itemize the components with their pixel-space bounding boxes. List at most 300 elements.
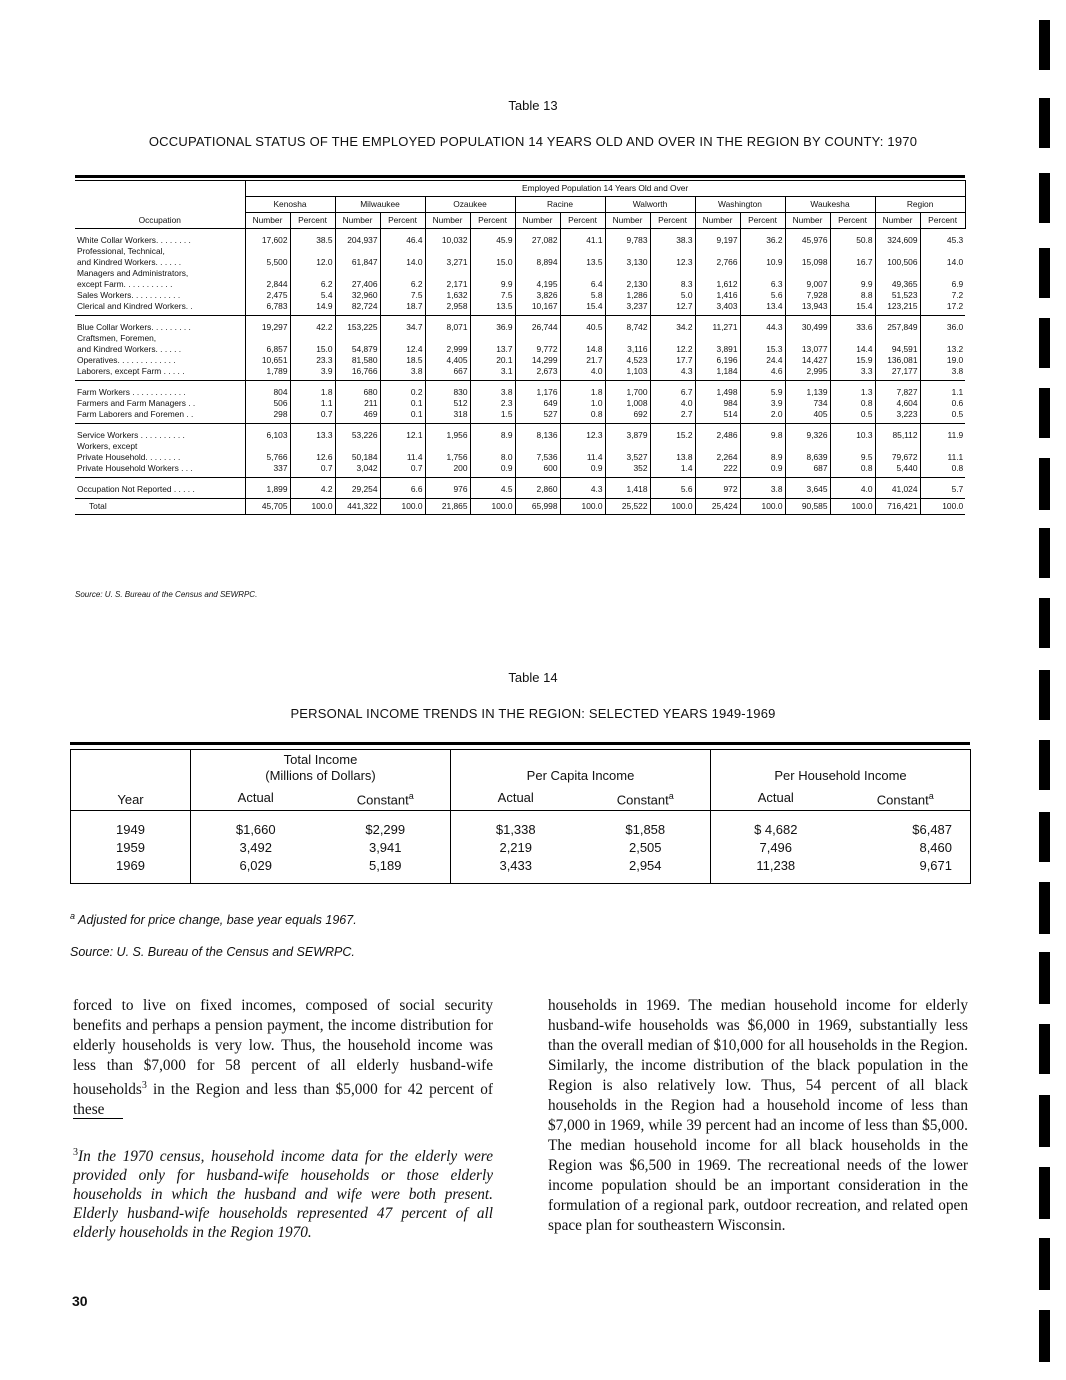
year-cell: 1949 bbox=[71, 821, 191, 839]
row-label: Occupation Not Reported . . . . . bbox=[75, 478, 245, 499]
number-subheader: Number bbox=[245, 213, 290, 229]
number-cell bbox=[695, 268, 740, 279]
year-cell: 1969 bbox=[71, 857, 191, 884]
number-cell: 4,604 bbox=[875, 398, 920, 409]
number-cell: 8,136 bbox=[515, 424, 560, 442]
percent-cell: 10.9 bbox=[740, 257, 785, 268]
number-cell: 14,427 bbox=[785, 355, 830, 366]
number-cell bbox=[425, 268, 470, 279]
percent-cell: 17.7 bbox=[650, 355, 695, 366]
percent-cell: 2.3 bbox=[470, 398, 515, 409]
number-cell: 352 bbox=[605, 463, 650, 478]
percent-cell: 5.6 bbox=[740, 290, 785, 301]
edge-mark bbox=[1039, 528, 1050, 578]
percent-cell bbox=[470, 333, 515, 344]
edge-mark bbox=[1039, 1310, 1050, 1362]
table-row bbox=[75, 246, 965, 257]
number-cell: 2,264 bbox=[695, 452, 740, 463]
number-cell: 90,585 bbox=[785, 499, 830, 515]
percent-cell: 1.8 bbox=[290, 381, 335, 399]
percent-cell: 50.8 bbox=[830, 229, 875, 247]
number-cell: 10,032 bbox=[425, 229, 470, 247]
number-cell: 3,527 bbox=[605, 452, 650, 463]
number-cell: 3,130 bbox=[605, 257, 650, 268]
number-cell: 984 bbox=[695, 398, 740, 409]
number-cell bbox=[605, 441, 650, 452]
number-cell: 1,184 bbox=[695, 366, 740, 381]
pc-constant-cell: 2,954 bbox=[581, 857, 711, 884]
edge-mark bbox=[1039, 1024, 1050, 1074]
percent-cell: 1.1 bbox=[290, 398, 335, 409]
pc-constant-cell: $1,858 bbox=[625, 822, 666, 838]
percent-cell bbox=[380, 441, 425, 452]
number-cell: 27,082 bbox=[515, 229, 560, 247]
percent-cell: 9.5 bbox=[830, 452, 875, 463]
number-cell bbox=[425, 246, 470, 257]
number-cell: 14,299 bbox=[515, 355, 560, 366]
percent-cell: 13.8 bbox=[650, 452, 695, 463]
footnote-rule bbox=[73, 1118, 123, 1119]
table13-body bbox=[75, 229, 965, 515]
table-row bbox=[75, 355, 965, 366]
table13-grid bbox=[75, 180, 966, 515]
percent-subheader: Percent bbox=[920, 213, 965, 229]
percent-cell: 4.0 bbox=[560, 366, 605, 381]
percent-cell: 13.7 bbox=[470, 344, 515, 355]
number-subheader: Number bbox=[515, 213, 560, 229]
percent-cell: 100.0 bbox=[650, 499, 695, 515]
number-cell: 2,475 bbox=[245, 290, 290, 301]
number-cell: 2,844 bbox=[245, 279, 290, 290]
year-cell: 1959 bbox=[71, 839, 191, 857]
percent-cell: 21.7 bbox=[560, 355, 605, 366]
number-cell bbox=[875, 268, 920, 279]
edge-mark bbox=[1039, 248, 1050, 298]
table-row bbox=[75, 398, 965, 409]
percent-cell: 2.7 bbox=[650, 409, 695, 424]
number-cell: 1,418 bbox=[605, 478, 650, 499]
number-cell: 5,500 bbox=[245, 257, 290, 268]
percent-cell: 12.1 bbox=[380, 424, 425, 442]
row-label: Operatives. . . . . . . . . . . . . bbox=[77, 355, 176, 365]
percent-cell bbox=[470, 268, 515, 279]
percent-cell bbox=[830, 441, 875, 452]
number-cell: 1,139 bbox=[785, 381, 830, 399]
percent-cell: 9.9 bbox=[470, 279, 515, 290]
percent-cell: 8.0 bbox=[470, 452, 515, 463]
edge-mark bbox=[1039, 952, 1050, 1004]
table14-number: Table 14 bbox=[508, 670, 558, 685]
number-cell bbox=[425, 333, 470, 344]
percent-cell: 0.2 bbox=[380, 381, 425, 399]
percent-cell bbox=[650, 268, 695, 279]
percent-cell: 16.7 bbox=[830, 257, 875, 268]
table-row bbox=[75, 499, 965, 515]
row-label: and Kindred Workers. . . . . . bbox=[77, 344, 182, 354]
number-cell: 3,271 bbox=[425, 257, 470, 268]
number-cell: 6,103 bbox=[245, 424, 290, 442]
number-cell: 1,176 bbox=[515, 381, 560, 399]
percent-cell: 3.1 bbox=[470, 366, 515, 381]
number-cell: 2,999 bbox=[425, 344, 470, 355]
number-cell: 680 bbox=[335, 381, 380, 399]
percent-cell: 100.0 bbox=[290, 499, 335, 515]
number-cell bbox=[695, 333, 740, 344]
percent-cell: 6.2 bbox=[290, 279, 335, 290]
number-cell: 94,591 bbox=[875, 344, 920, 355]
table-row bbox=[75, 478, 965, 499]
percent-cell: 100.0 bbox=[380, 499, 425, 515]
number-cell: 514 bbox=[695, 409, 740, 424]
number-cell: 41,024 bbox=[875, 478, 920, 499]
ph-constant-cell: 9,671 bbox=[841, 857, 971, 884]
number-cell: 527 bbox=[515, 409, 560, 424]
table-row bbox=[75, 344, 965, 355]
number-cell bbox=[605, 246, 650, 257]
number-cell: 1,756 bbox=[425, 452, 470, 463]
row-label: Total bbox=[75, 499, 245, 515]
number-cell: 1,612 bbox=[695, 279, 740, 290]
table13-source: Source: U. S. Bureau of the Census and SEWRPC. bbox=[75, 590, 258, 599]
number-cell: 4,195 bbox=[515, 279, 560, 290]
percent-cell: 11.4 bbox=[560, 452, 605, 463]
percent-cell bbox=[560, 246, 605, 257]
number-cell bbox=[875, 441, 920, 452]
edge-mark bbox=[1039, 173, 1050, 223]
number-cell: 26,744 bbox=[515, 316, 560, 334]
number-cell: 3,826 bbox=[515, 290, 560, 301]
number-cell: 16,766 bbox=[335, 366, 380, 381]
number-cell: 8,894 bbox=[515, 257, 560, 268]
percent-cell: 41.1 bbox=[560, 229, 605, 247]
percent-cell: 3.3 bbox=[830, 366, 875, 381]
table-row bbox=[75, 463, 965, 478]
number-cell: 3,879 bbox=[605, 424, 650, 442]
percent-cell bbox=[560, 441, 605, 452]
percent-cell bbox=[830, 246, 875, 257]
percent-cell: 15.4 bbox=[560, 301, 605, 316]
percent-cell: 4.0 bbox=[650, 398, 695, 409]
number-cell bbox=[515, 268, 560, 279]
row-label: Professional, Technical, bbox=[77, 246, 165, 256]
percent-cell: 38.3 bbox=[650, 229, 695, 247]
percent-cell bbox=[650, 333, 695, 344]
table13-number: Table 13 bbox=[508, 98, 558, 113]
number-cell: 100,506 bbox=[875, 257, 920, 268]
number-cell: 51,523 bbox=[875, 290, 920, 301]
number-cell: 5,440 bbox=[875, 463, 920, 478]
pc-actual-header: Actual bbox=[451, 786, 581, 811]
number-cell: 441,322 bbox=[335, 499, 380, 515]
number-cell: 7,536 bbox=[515, 452, 560, 463]
row-label: Private Household Workers . . . bbox=[75, 463, 245, 478]
edge-mark bbox=[1039, 388, 1050, 438]
number-cell: 2,130 bbox=[605, 279, 650, 290]
percent-cell: 34.2 bbox=[650, 316, 695, 334]
number-cell: 469 bbox=[335, 409, 380, 424]
percent-cell: 0.5 bbox=[920, 409, 965, 424]
number-cell: 3,891 bbox=[695, 344, 740, 355]
edge-mark bbox=[1039, 318, 1050, 368]
edge-mark bbox=[1039, 882, 1050, 934]
percent-cell bbox=[380, 333, 425, 344]
percent-cell bbox=[380, 246, 425, 257]
percent-cell: 5.7 bbox=[920, 478, 965, 499]
percent-cell: 0.9 bbox=[740, 463, 785, 478]
table14-note: $^a$ Adjusted for price change, base year equals 1967. bbox=[70, 911, 357, 928]
body-left-column: forced to live on fixed incomes, composed of social security benefits and perhaps a pension payment, the income distribution for elderly households is very low. Thus, the household income was less than $7,000 for 58 percent of all elderly husband-wife households$^3$ in the Region and less than $5,000 for 42 percent of these bbox=[73, 997, 493, 1119]
number-cell: 2,673 bbox=[515, 366, 560, 381]
number-cell: 10,651 bbox=[245, 355, 290, 366]
number-cell: 2,171 bbox=[425, 279, 470, 290]
number-cell: 11,271 bbox=[695, 316, 740, 334]
percent-cell: 0.8 bbox=[920, 463, 965, 478]
percent-cell: 3.8 bbox=[380, 366, 425, 381]
number-cell: 1,700 bbox=[605, 381, 650, 399]
ph-actual-header: Actual bbox=[711, 786, 841, 811]
percent-cell: 10.3 bbox=[830, 424, 875, 442]
number-subheader: Number bbox=[605, 213, 650, 229]
row-label: and Kindred Workers. . . . . . bbox=[77, 257, 182, 267]
number-cell: 7,827 bbox=[875, 381, 920, 399]
percent-cell bbox=[920, 246, 965, 257]
percent-cell: 4.2 bbox=[290, 478, 335, 499]
number-cell: 21,865 bbox=[425, 499, 470, 515]
number-cell: 716,421 bbox=[875, 499, 920, 515]
row-label: White Collar Workers. . . . . . . . bbox=[77, 235, 191, 245]
number-subheader: Number bbox=[875, 213, 920, 229]
row-label: Clerical and Kindred Workers. . bbox=[75, 301, 245, 316]
number-cell: 29,254 bbox=[335, 478, 380, 499]
percent-cell: 45.3 bbox=[920, 229, 965, 247]
percent-cell: 46.4 bbox=[380, 229, 425, 247]
row-label: Farm Laborers and Foremen . . bbox=[75, 409, 245, 424]
county-header: Region bbox=[875, 197, 965, 213]
table-row bbox=[75, 452, 965, 463]
percent-cell: 34.7 bbox=[380, 316, 425, 334]
number-cell: 257,849 bbox=[875, 316, 920, 334]
number-cell: 8,742 bbox=[605, 316, 650, 334]
percent-cell: 18.5 bbox=[380, 355, 425, 366]
number-cell: 17,602 bbox=[245, 229, 290, 247]
ti-constant-cell: $2,299 bbox=[365, 822, 406, 838]
table14-source: Source: U. S. Bureau of the Census and SEWRPC. bbox=[70, 945, 355, 959]
row-label: Laborers, except Farm . . . . . bbox=[75, 366, 245, 381]
percent-subheader: Percent bbox=[470, 213, 515, 229]
ph-constant-header: Constant$^a$ bbox=[841, 786, 971, 811]
number-cell bbox=[785, 333, 830, 344]
county-header: Ozaukee bbox=[425, 197, 515, 213]
number-cell bbox=[245, 441, 290, 452]
percent-cell bbox=[740, 246, 785, 257]
table14 bbox=[70, 742, 970, 884]
percent-cell bbox=[560, 333, 605, 344]
number-cell: 211 bbox=[335, 398, 380, 409]
number-cell: 6,857 bbox=[245, 344, 290, 355]
percent-subheader: Percent bbox=[650, 213, 695, 229]
table13-supheader: Employed Population 14 Years Old and Over bbox=[245, 181, 965, 197]
number-cell: 9,783 bbox=[605, 229, 650, 247]
percent-cell: 13.4 bbox=[740, 301, 785, 316]
percent-cell: 100.0 bbox=[920, 499, 965, 515]
percent-cell: 5.0 bbox=[650, 290, 695, 301]
ti-constant-header: Constant$^a$ bbox=[321, 786, 451, 811]
percent-cell bbox=[470, 441, 515, 452]
percent-cell: 15.4 bbox=[830, 301, 875, 316]
percent-cell: 14.9 bbox=[290, 301, 335, 316]
table-row bbox=[71, 811, 971, 822]
percent-cell: 7.5 bbox=[470, 290, 515, 301]
occupation-header: Occupation bbox=[75, 181, 245, 229]
number-cell: 337 bbox=[245, 463, 290, 478]
number-cell: 32,960 bbox=[335, 290, 380, 301]
percent-cell: 1.1 bbox=[920, 381, 965, 399]
percent-cell: 7.5 bbox=[380, 290, 425, 301]
number-cell: 8,071 bbox=[425, 316, 470, 334]
number-cell: 45,976 bbox=[785, 229, 830, 247]
percent-cell: 100.0 bbox=[560, 499, 605, 515]
edge-mark bbox=[1039, 1167, 1050, 1219]
percent-cell: 11.1 bbox=[920, 452, 965, 463]
percent-cell: 15.0 bbox=[290, 344, 335, 355]
number-cell: 13,077 bbox=[785, 344, 830, 355]
percent-cell bbox=[650, 441, 695, 452]
percent-cell: 0.1 bbox=[380, 398, 425, 409]
percent-cell bbox=[290, 333, 335, 344]
edge-marks bbox=[1039, 0, 1051, 1380]
percent-cell: 0.9 bbox=[560, 463, 605, 478]
percent-cell: 13.5 bbox=[560, 257, 605, 268]
page-number: 30 bbox=[72, 1293, 88, 1309]
percent-cell: 12.6 bbox=[290, 452, 335, 463]
county-header: Waukesha bbox=[785, 197, 875, 213]
percent-cell: 12.7 bbox=[650, 301, 695, 316]
table13-title: OCCUPATIONAL STATUS OF THE EMPLOYED POPULATION 14 YEARS OLD AND OVER IN THE REGION BY COUNTY: 1970 bbox=[148, 134, 918, 149]
number-cell: 9,772 bbox=[515, 344, 560, 355]
number-cell bbox=[695, 441, 740, 452]
number-cell: 830 bbox=[425, 381, 470, 399]
percent-cell: 1.4 bbox=[650, 463, 695, 478]
number-cell bbox=[515, 333, 560, 344]
number-cell: 136,081 bbox=[875, 355, 920, 366]
percent-cell: 14.0 bbox=[920, 257, 965, 268]
ph-constant-cell: $6,487 bbox=[841, 821, 971, 839]
number-cell: 85,112 bbox=[875, 424, 920, 442]
percent-cell: 6.7 bbox=[650, 381, 695, 399]
number-cell: 5,766 bbox=[245, 452, 290, 463]
ti-actual-cell: $1,660 bbox=[191, 821, 321, 839]
number-cell: 9,197 bbox=[695, 229, 740, 247]
edge-mark bbox=[1039, 740, 1050, 790]
percent-cell: 18.7 bbox=[380, 301, 425, 316]
percent-cell: 5.8 bbox=[560, 290, 605, 301]
percent-cell: 1.0 bbox=[560, 398, 605, 409]
number-cell: 6,196 bbox=[695, 355, 740, 366]
percent-cell: 0.5 bbox=[830, 409, 875, 424]
number-cell: 804 bbox=[245, 381, 290, 399]
number-cell: 61,847 bbox=[335, 257, 380, 268]
number-cell: 82,724 bbox=[335, 301, 380, 316]
number-cell: 649 bbox=[515, 398, 560, 409]
number-cell: 3,223 bbox=[875, 409, 920, 424]
ti-constant-cell: 3,941 bbox=[368, 840, 402, 856]
pc-actual-cell: 3,433 bbox=[451, 857, 581, 884]
percent-cell bbox=[830, 268, 875, 279]
percent-cell: 4.0 bbox=[830, 478, 875, 499]
number-cell: 1,416 bbox=[695, 290, 740, 301]
table-row bbox=[75, 333, 965, 344]
percent-cell: 14.4 bbox=[830, 344, 875, 355]
percent-cell: 0.8 bbox=[560, 409, 605, 424]
number-cell: 9,007 bbox=[785, 279, 830, 290]
percent-cell: 9.8 bbox=[740, 424, 785, 442]
number-cell: 13,943 bbox=[785, 301, 830, 316]
pc-actual-cell: $1,338 bbox=[451, 821, 581, 839]
number-subheader: Number bbox=[335, 213, 380, 229]
row-label: Farmers and Farm Managers . . bbox=[77, 398, 196, 408]
number-cell: 204,937 bbox=[335, 229, 380, 247]
percent-cell: 12.3 bbox=[560, 424, 605, 442]
county-header: Milwaukee bbox=[335, 197, 425, 213]
number-cell: 4,523 bbox=[605, 355, 650, 366]
number-cell: 8,639 bbox=[785, 452, 830, 463]
number-cell: 600 bbox=[515, 463, 560, 478]
percent-cell: 4.6 bbox=[740, 366, 785, 381]
percent-cell: 33.6 bbox=[830, 316, 875, 334]
table14-top-rule bbox=[70, 742, 970, 745]
percent-cell: 44.3 bbox=[740, 316, 785, 334]
number-subheader: Number bbox=[695, 213, 740, 229]
percent-cell: 0.7 bbox=[290, 409, 335, 424]
percent-cell bbox=[380, 268, 425, 279]
number-cell: 3,403 bbox=[695, 301, 740, 316]
number-cell: 318 bbox=[425, 409, 470, 424]
percent-cell: 36.9 bbox=[470, 316, 515, 334]
table-row bbox=[75, 381, 965, 399]
number-cell bbox=[605, 333, 650, 344]
edge-mark bbox=[1039, 1238, 1050, 1290]
county-header: Racine bbox=[515, 197, 605, 213]
percent-cell: 3.8 bbox=[920, 366, 965, 381]
percent-subheader: Percent bbox=[290, 213, 335, 229]
percent-cell: 1.8 bbox=[560, 381, 605, 399]
percent-cell bbox=[920, 268, 965, 279]
number-cell: 405 bbox=[785, 409, 830, 424]
number-cell: 1,498 bbox=[695, 381, 740, 399]
percent-cell: 13.5 bbox=[470, 301, 515, 316]
number-cell: 692 bbox=[605, 409, 650, 424]
percent-cell bbox=[290, 246, 335, 257]
number-cell: 3,042 bbox=[335, 463, 380, 478]
county-header: Washington bbox=[695, 197, 785, 213]
percent-cell: 3.9 bbox=[740, 398, 785, 409]
number-cell: 25,424 bbox=[695, 499, 740, 515]
percent-cell: 15.0 bbox=[470, 257, 515, 268]
percent-cell: 12.2 bbox=[650, 344, 695, 355]
percent-cell: 0.6 bbox=[920, 398, 965, 409]
number-cell bbox=[245, 333, 290, 344]
ph-actual-cell: $ 4,682 bbox=[711, 821, 841, 839]
table-row bbox=[75, 290, 965, 301]
footnote: $^3$In the 1970 census, household income data for the elderly were provided only for husband-wife households or those elderly households in which the husband and wife were both present. Elderly husband-wife households represented 47 percent of all elderly households in the Region 1970. bbox=[73, 1147, 493, 1242]
percent-cell: 12.3 bbox=[650, 257, 695, 268]
percent-cell: 100.0 bbox=[470, 499, 515, 515]
number-cell: 45,705 bbox=[245, 499, 290, 515]
percent-cell: 2.0 bbox=[740, 409, 785, 424]
percent-cell: 4.3 bbox=[560, 478, 605, 499]
year-header: Year bbox=[71, 750, 191, 811]
number-cell bbox=[335, 441, 380, 452]
